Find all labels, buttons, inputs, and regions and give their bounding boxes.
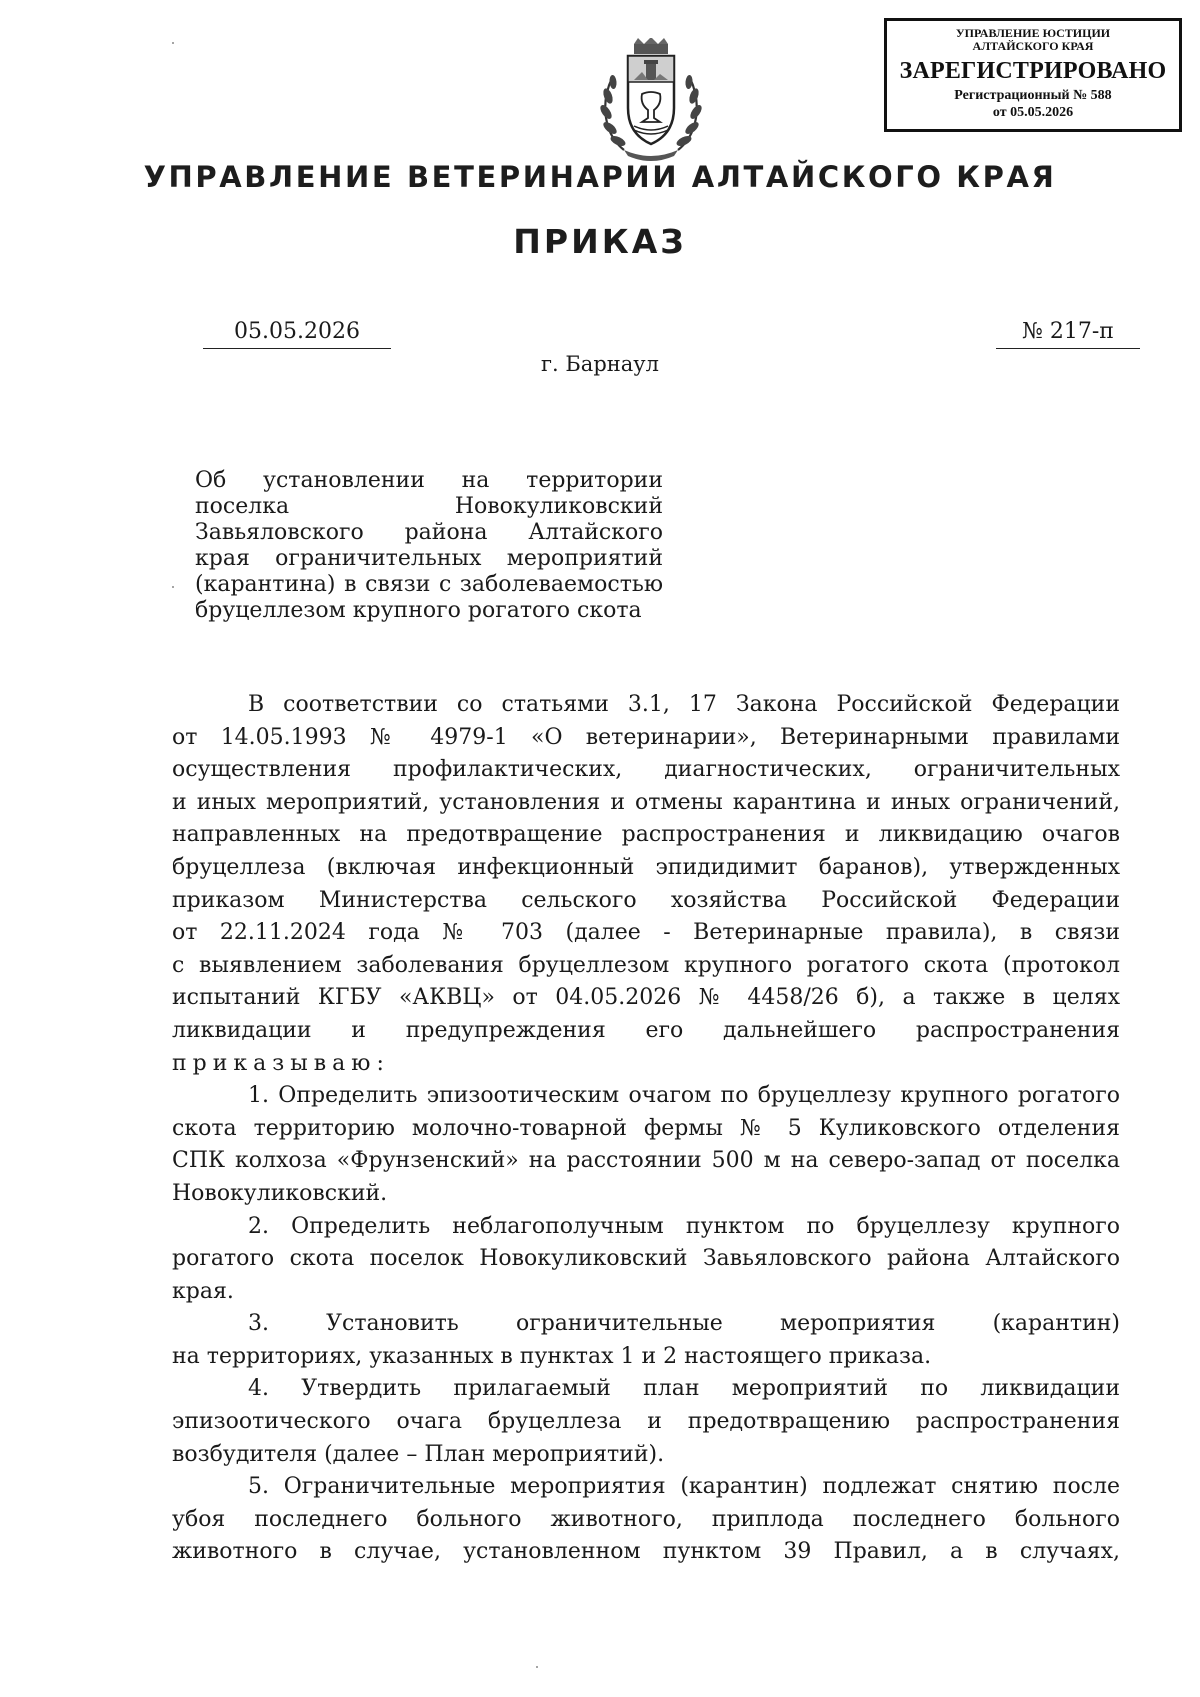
body-line: рогатого скота поселок Новокуликовский Завьяловского района Алтайского [172, 1246, 1120, 1272]
body-line: животного в случае, установленном пунктом 39 Правил, а в случаях, [172, 1539, 1120, 1565]
body-line: 2. Определить неблагополучным пунктом по бруцеллезу крупного [248, 1213, 1120, 1239]
body-line: приказываю: [172, 1050, 390, 1076]
body-line: 1. Определить эпизоотическим очагом по бруцеллезу крупного рогатого [248, 1083, 1120, 1109]
order-city: г. Барнаул [541, 352, 659, 376]
body-line: от 22.11.2024 года № 703 (далее - Ветеринарные правила), в связи [172, 920, 1120, 946]
body-line: 3. Установить ограничительные мероприятия (карантин) [248, 1311, 1120, 1337]
body-line: скота территорию молочно-товарной фермы № 5 Куликовского отделения [172, 1115, 1120, 1141]
order-body [172, 689, 1120, 1569]
subject-line: поселка Новокуликовский [195, 494, 663, 519]
body-line: 4. Утвердить прилагаемый план мероприятий по ликвидации [248, 1376, 1120, 1402]
body-line: эпизоотического очага бруцеллеза и предотвращению распространения [172, 1409, 1120, 1435]
stamp-status: ЗАРЕГИСТРИРОВАНО [899, 58, 1167, 84]
body-line: от 14.05.1993 № 4979-1 «О ветеринарии», Ветеринарными правилами [172, 724, 1120, 750]
body-line: В соответствии со статьями 3.1, 17 Закона Российской Федерации [248, 692, 1120, 717]
body-line: убоя последнего больного животного, приплода последнего больного [172, 1506, 1120, 1532]
registration-stamp [884, 18, 1182, 132]
subject-line: Об установлении на территории [195, 468, 663, 493]
body-line: осуществления профилактических, диагностических, ограничительных [172, 757, 1120, 783]
body-line: с выявлением заболевания бруцеллезом крупного рогатого скота (протокол [172, 952, 1120, 978]
scan-speck [536, 1666, 538, 1668]
organization-title: УПРАВЛЕНИЕ ВЕТЕРИНАРИИ АЛТАЙСКОГО КРАЯ [143, 160, 1057, 194]
body-line: ликвидации и предупреждения его дальнейшего распространения [172, 1017, 1120, 1043]
stamp-org: УПРАВЛЕНИЕ ЮСТИЦИИ АЛТАЙСКОГО КРАЯ [955, 26, 1111, 53]
body-line: и иных мероприятий, установления и отмены карантина и иных ограничений, [172, 789, 1120, 815]
order-date: 05.05.2026 [203, 318, 391, 349]
stamp-reg-date: от 05.05.2026 [992, 105, 1074, 120]
body-line: приказом Министерства сельского хозяйства Российской Федерации [172, 887, 1120, 913]
order-number: № 217-п [996, 318, 1140, 349]
subject-line: края ограничительных мероприятий [195, 546, 663, 571]
order-subject [195, 468, 663, 624]
body-line: 5. Ограничительные мероприятия (карантин) подлежат снятию после [248, 1474, 1120, 1500]
scan-speck [172, 586, 174, 588]
body-line: Новокуликовский. [172, 1180, 388, 1206]
stamp-reg-number: Регистрационный № 588 [954, 88, 1112, 103]
document-type-title: ПРИКАЗ [513, 222, 687, 261]
body-line: возбудителя (далее – План мероприятий). [172, 1441, 665, 1467]
body-line: направленных на предотвращение распространения и ликвидацию очагов [172, 822, 1120, 848]
subject-line: Завьяловского района Алтайского [195, 520, 663, 545]
body-line: края. [172, 1278, 234, 1304]
subject-line: бруцеллезом крупного рогатого скота [195, 598, 642, 623]
body-line: на территориях, указанных в пунктах 1 и 2 настоящего приказа. [172, 1343, 932, 1369]
scan-speck [172, 42, 174, 44]
subject-line: (карантина) в связи с заболеваемостью [195, 572, 663, 597]
body-line: бруцеллеза (включая инфекционный эпидидимит баранов), утвержденных [172, 854, 1120, 880]
body-line: СПК колхоза «Фрунзенский» на расстоянии 500 м на северо-запад от поселка [172, 1148, 1120, 1174]
altai-krai-coat-of-arms-icon [594, 38, 708, 164]
body-line: испытаний КГБУ «АКВЦ» от 04.05.2026 № 4458/26 б), а также в целях [172, 985, 1120, 1011]
